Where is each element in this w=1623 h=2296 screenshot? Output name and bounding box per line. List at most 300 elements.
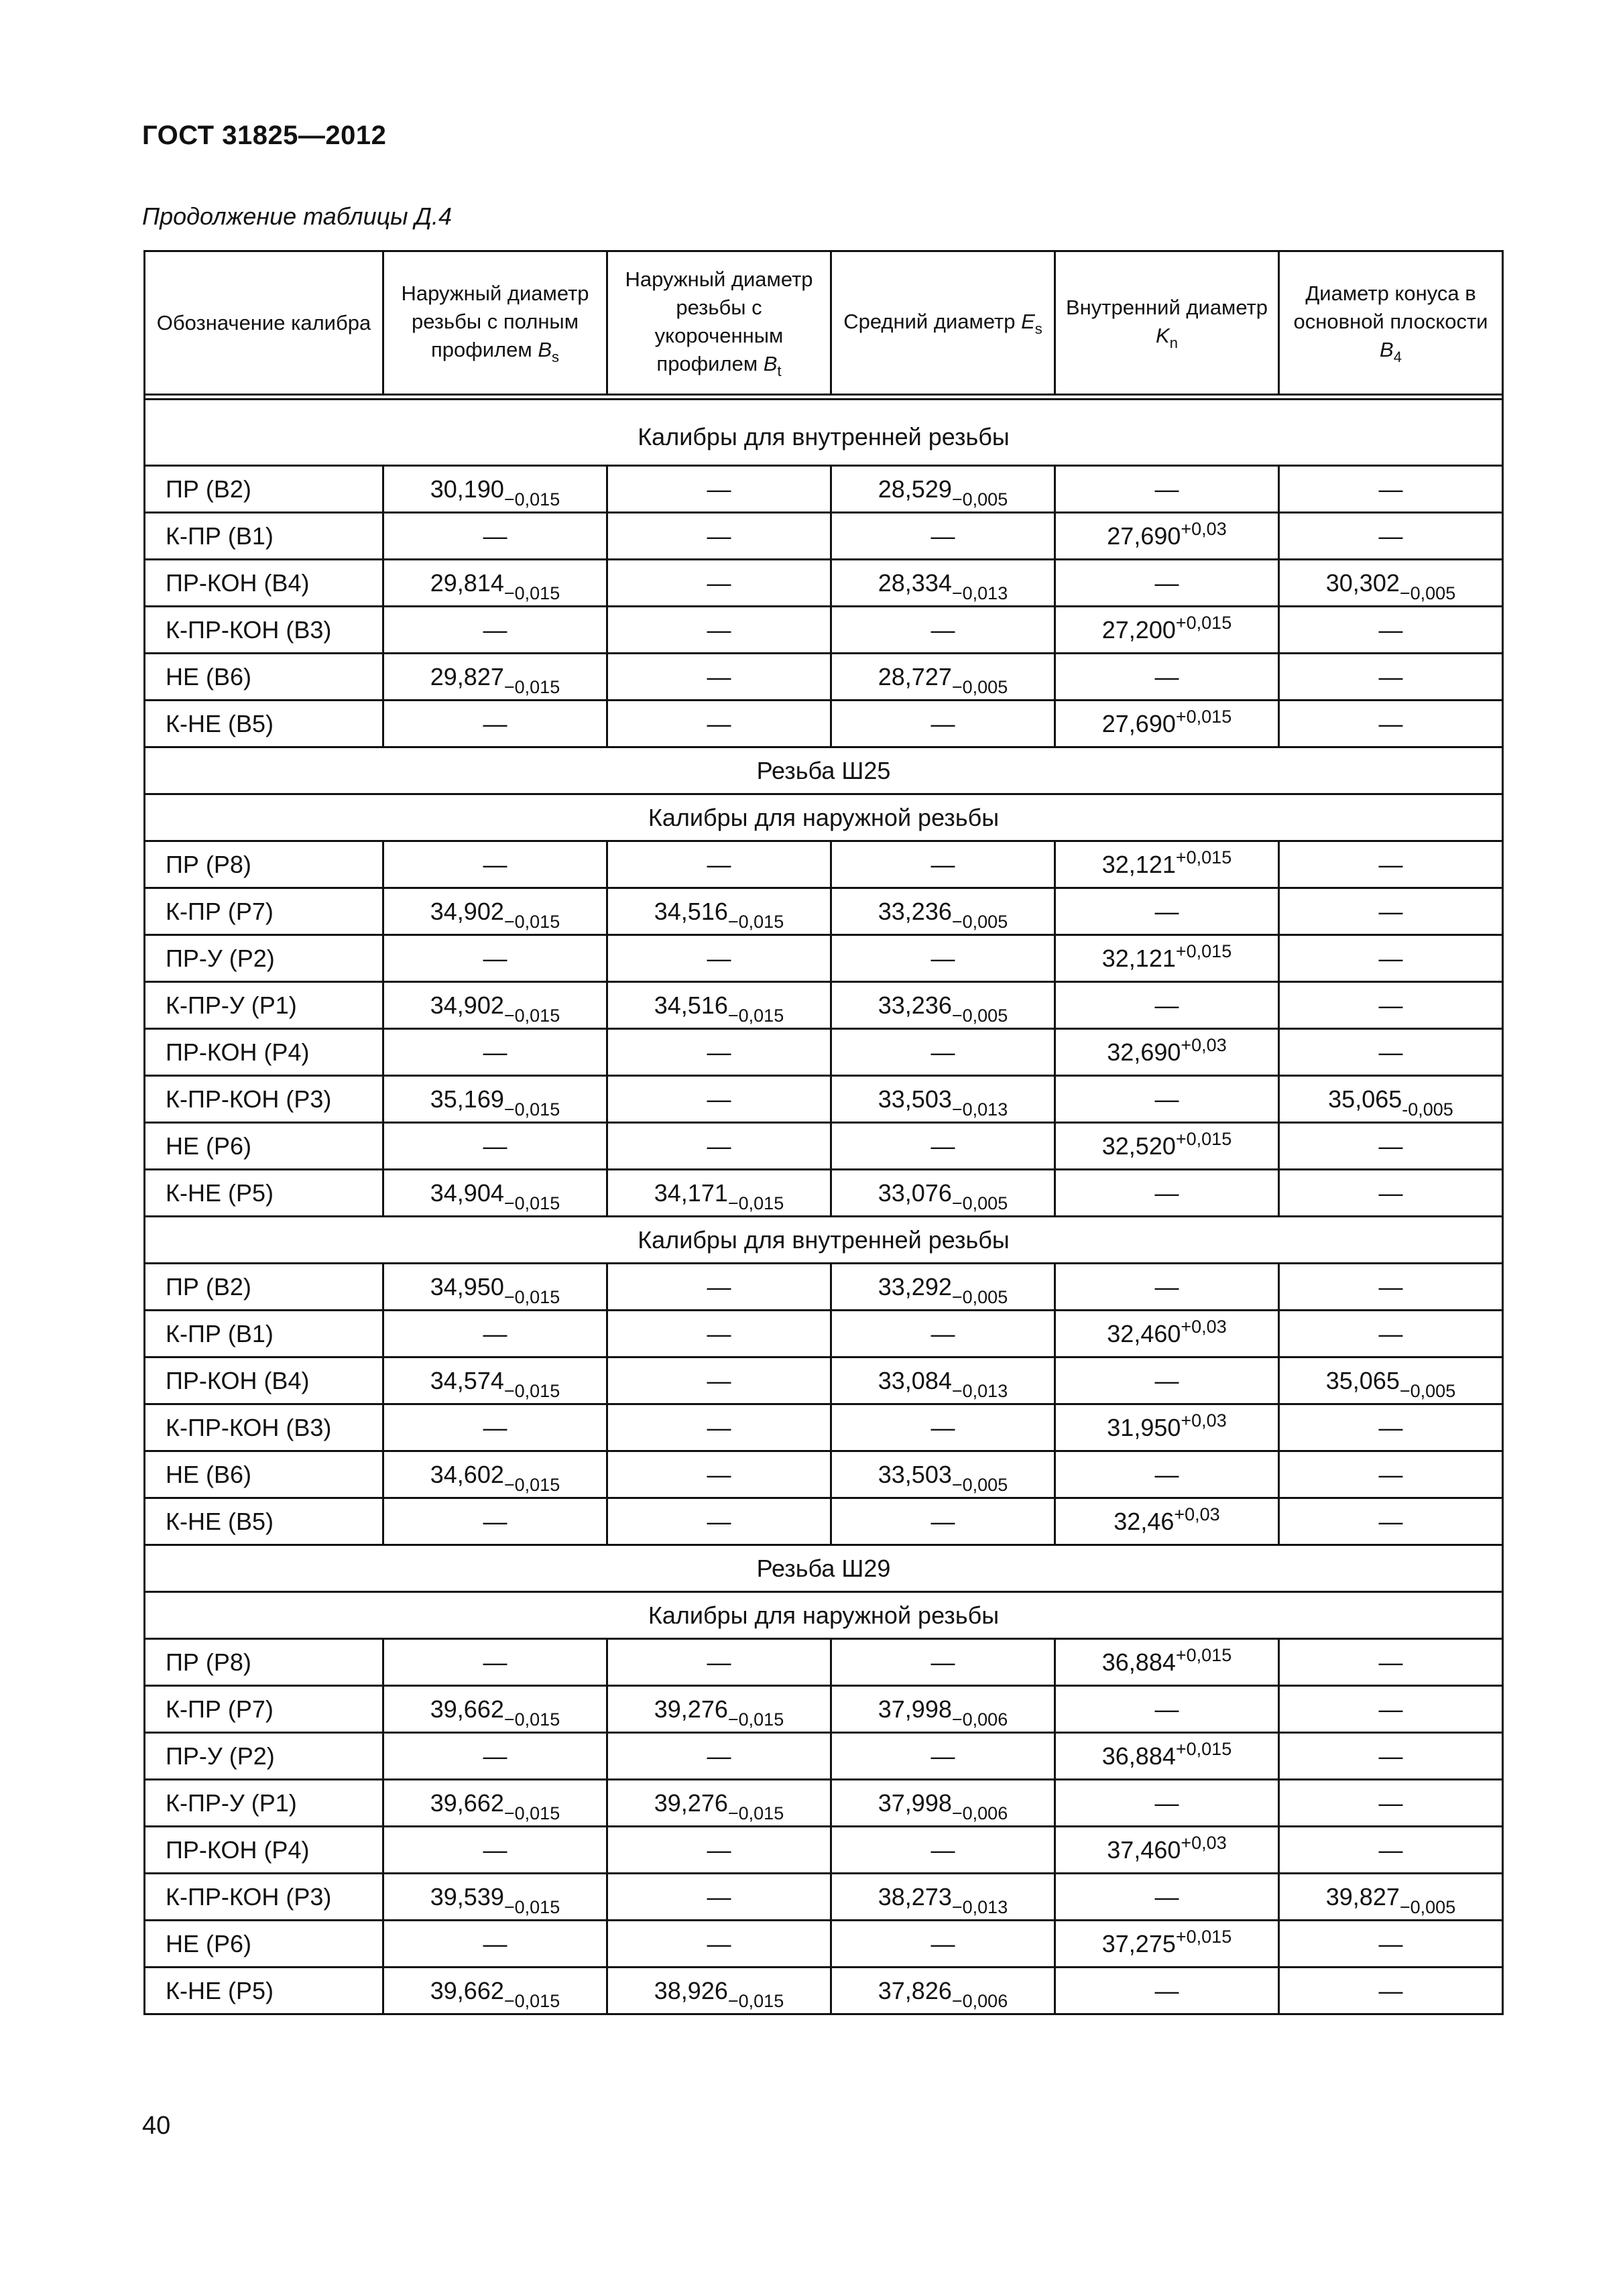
gauge-designation: К-ПР-У (Р1): [145, 982, 383, 1029]
nominal-value: 37,460: [1107, 1835, 1181, 1864]
tolerance: −0,006: [951, 1803, 1008, 1823]
nominal-value: 35,169: [430, 1085, 504, 1113]
group-header-row: [145, 400, 1503, 466]
empty-dash: —: [930, 709, 955, 737]
group-header: Калибры для наружной резьбы: [145, 1592, 1503, 1639]
empty-dash: —: [483, 1413, 507, 1441]
tolerance: −0,006: [951, 1709, 1008, 1730]
nominal-value: 32,460: [1107, 1319, 1181, 1347]
empty-dash: —: [707, 522, 731, 550]
table-row: [145, 1874, 1503, 1921]
tolerance: −0,015: [503, 1380, 560, 1401]
empty-dash: —: [1378, 1179, 1403, 1207]
value-cell: [383, 1874, 607, 1921]
value-cell: [383, 1639, 607, 1686]
nominal-value: 33,503: [878, 1460, 952, 1488]
value-cell: [1055, 935, 1279, 982]
column-header-subscript: 4: [1393, 349, 1402, 365]
empty-dash: —: [1378, 475, 1403, 503]
value-cell: [831, 1357, 1055, 1404]
nominal-value: 32,690: [1107, 1038, 1181, 1066]
empty-dash: —: [1378, 1507, 1403, 1535]
value-cell: [831, 1029, 1055, 1076]
group-header: Резьба Ш29: [145, 1545, 1503, 1592]
empty-dash: —: [483, 1132, 507, 1160]
nominal-value: 27,690: [1107, 522, 1181, 550]
value-cell: [1279, 1451, 1503, 1498]
value-cell: [607, 1639, 831, 1686]
gauge-table: [143, 250, 1504, 2015]
value-cell: [607, 1311, 831, 1357]
value-cell: [607, 982, 831, 1029]
empty-dash: —: [1378, 850, 1403, 878]
value-cell: [607, 1029, 831, 1076]
value-cell: [1055, 1170, 1279, 1217]
value-cell: [607, 1123, 831, 1170]
nominal-value: 30,302: [1325, 568, 1400, 597]
empty-dash: —: [483, 1929, 507, 1957]
empty-dash: —: [1154, 991, 1179, 1019]
table-row: [145, 1733, 1503, 1780]
gauge-designation: К-ПР-КОН (Р3): [145, 1874, 383, 1921]
value-cell: [1279, 1639, 1503, 1686]
value-cell: [1055, 1921, 1279, 1968]
value-cell: [607, 1498, 831, 1545]
column-header-subscript: s: [1034, 320, 1042, 337]
nominal-value: 33,076: [878, 1179, 952, 1207]
value-cell: [831, 1498, 1055, 1545]
tolerance: +0,03: [1181, 1832, 1227, 1853]
tolerance: −0,005: [1399, 583, 1456, 603]
empty-dash: —: [1378, 1976, 1403, 2004]
value-cell: [1279, 1123, 1503, 1170]
nominal-value: 37,998: [878, 1789, 952, 1817]
nominal-value: 33,503: [878, 1085, 952, 1113]
empty-dash: —: [1154, 1695, 1179, 1723]
column-header-subscript: s: [552, 349, 560, 365]
header-row: [145, 251, 1503, 395]
value-cell: [831, 982, 1055, 1029]
empty-dash: —: [1154, 1460, 1179, 1488]
tolerance: −0,015: [503, 1193, 560, 1213]
value-cell: [831, 1686, 1055, 1733]
nominal-value: 34,950: [430, 1272, 504, 1301]
empty-dash: —: [1154, 1882, 1179, 1911]
tolerance: −0,005: [951, 489, 1008, 509]
value-cell: [831, 1170, 1055, 1217]
tolerance: +0,015: [1175, 941, 1232, 961]
empty-dash: —: [930, 944, 955, 972]
nominal-value: 33,292: [878, 1272, 952, 1301]
tolerance: −0,015: [727, 1803, 784, 1823]
empty-dash: —: [1154, 568, 1179, 597]
tolerance: −0,015: [503, 1099, 560, 1120]
column-header: [607, 251, 831, 395]
empty-dash: —: [1378, 1789, 1403, 1817]
empty-dash: —: [707, 1413, 731, 1441]
value-cell: [607, 1076, 831, 1123]
value-cell: [607, 1827, 831, 1874]
column-header-text: Диаметр конуса в основной плоскости: [1293, 282, 1488, 333]
value-cell: [1279, 654, 1503, 701]
table-row: [145, 1451, 1503, 1498]
table-row: [145, 1404, 1503, 1451]
value-cell: [1279, 1686, 1503, 1733]
nominal-value: 27,200: [1101, 615, 1176, 644]
group-header: Калибры для наружной резьбы: [145, 794, 1503, 841]
value-cell: [607, 654, 831, 701]
value-cell: [1055, 841, 1279, 888]
value-cell: [1279, 1733, 1503, 1780]
table-row: [145, 1170, 1503, 1217]
value-cell: [831, 1076, 1055, 1123]
nominal-value: 32,520: [1101, 1132, 1176, 1160]
header-separator: [145, 395, 1503, 400]
gauge-designation: НЕ (Р6): [145, 1123, 383, 1170]
table-row: [145, 1780, 1503, 1827]
value-cell: [831, 1874, 1055, 1921]
nominal-value: 32,46: [1114, 1507, 1175, 1535]
nominal-value: 28,334: [878, 568, 952, 597]
value-cell: [831, 1921, 1055, 1968]
value-cell: [383, 841, 607, 888]
gauge-designation: К-НЕ (Р5): [145, 1968, 383, 2014]
tolerance: −0,015: [727, 1005, 784, 1026]
nominal-value: 39,827: [1325, 1882, 1400, 1911]
value-cell: [1279, 1076, 1503, 1123]
empty-dash: —: [930, 1413, 955, 1441]
tolerance: −0,005: [951, 1005, 1008, 1026]
empty-dash: —: [707, 615, 731, 644]
empty-dash: —: [707, 1742, 731, 1770]
gauge-designation: НЕ (В6): [145, 1451, 383, 1498]
tolerance: −0,015: [727, 1709, 784, 1730]
value-cell: [831, 701, 1055, 747]
group-header-row: [145, 1545, 1503, 1592]
value-cell: [1279, 982, 1503, 1029]
nominal-value: 39,662: [430, 1789, 504, 1817]
nominal-value: 33,236: [878, 991, 952, 1019]
tolerance: +0,03: [1181, 1316, 1227, 1337]
tolerance: −0,013: [951, 1896, 1008, 1917]
table-row: [145, 560, 1503, 607]
empty-dash: —: [1378, 1742, 1403, 1770]
tolerance: −0,013: [951, 583, 1008, 603]
tolerance: −0,015: [503, 1005, 560, 1026]
empty-dash: —: [1378, 1038, 1403, 1066]
column-header-text: Наружный диаметр резьбы с полным профилем: [401, 282, 589, 361]
empty-dash: —: [1378, 1460, 1403, 1488]
value-cell: [831, 607, 1055, 654]
value-cell: [607, 1264, 831, 1311]
empty-dash: —: [707, 1366, 731, 1394]
value-cell: [1055, 654, 1279, 701]
empty-dash: —: [1154, 897, 1179, 925]
nominal-value: 37,998: [878, 1695, 952, 1723]
gauge-designation: К-ПР (В1): [145, 1311, 383, 1357]
gauge-designation: К-НЕ (Р5): [145, 1170, 383, 1217]
column-header: [145, 251, 383, 395]
gauge-designation: НЕ (Р6): [145, 1921, 383, 1968]
column-header: [1055, 251, 1279, 395]
value-cell: [1279, 1921, 1503, 1968]
value-cell: [1279, 1264, 1503, 1311]
column-header-subscript: t: [777, 363, 782, 379]
empty-dash: —: [707, 1272, 731, 1301]
empty-dash: —: [483, 1507, 507, 1535]
empty-dash: —: [707, 1648, 731, 1676]
value-cell: [607, 1404, 831, 1451]
table-row: [145, 982, 1503, 1029]
empty-dash: —: [930, 522, 955, 550]
gauge-designation: ПР (В2): [145, 1264, 383, 1311]
column-header-symbol: B: [1380, 338, 1394, 361]
tolerance: −0,015: [503, 1286, 560, 1307]
tolerance: −0,015: [503, 676, 560, 697]
value-cell: [383, 1076, 607, 1123]
nominal-value: 35,065: [1325, 1366, 1400, 1394]
value-cell: [831, 1827, 1055, 1874]
empty-dash: —: [707, 1085, 731, 1113]
table-row: [145, 1968, 1503, 2014]
value-cell: [383, 1827, 607, 1874]
empty-dash: —: [707, 1929, 731, 1957]
tolerance: −0,005: [1399, 1380, 1456, 1401]
empty-dash: —: [1154, 662, 1179, 690]
value-cell: [607, 1921, 831, 1968]
value-cell: [1279, 1311, 1503, 1357]
column-header: [383, 251, 607, 395]
value-cell: [1055, 466, 1279, 513]
value-cell: [1279, 1827, 1503, 1874]
nominal-value: 32,121: [1101, 850, 1176, 878]
tolerance: -0,005: [1402, 1099, 1453, 1120]
tolerance: −0,015: [727, 1990, 784, 2011]
nominal-value: 31,950: [1107, 1413, 1181, 1441]
value-cell: [1279, 841, 1503, 888]
value-cell: [1279, 701, 1503, 747]
value-cell: [1055, 1123, 1279, 1170]
value-cell: [383, 1780, 607, 1827]
value-cell: [607, 1451, 831, 1498]
empty-dash: —: [483, 1835, 507, 1864]
tolerance: +0,03: [1174, 1504, 1220, 1524]
value-cell: [1055, 513, 1279, 560]
tolerance: −0,005: [951, 1474, 1008, 1495]
table-caption: Продолжение таблицы Д.4: [142, 202, 453, 230]
value-cell: [607, 935, 831, 982]
value-cell: [1055, 607, 1279, 654]
gauge-designation: К-ПР-КОН (В3): [145, 607, 383, 654]
nominal-value: 34,902: [430, 897, 504, 925]
document-code: ГОСТ 31825—2012: [142, 121, 387, 150]
group-header: Калибры для внутренней резьбы: [145, 1217, 1503, 1264]
table-row: [145, 513, 1503, 560]
value-cell: [1055, 1311, 1279, 1357]
tolerance: +0,015: [1175, 1128, 1232, 1149]
column-header: [1279, 251, 1503, 395]
empty-dash: —: [930, 1038, 955, 1066]
value-cell: [1055, 1639, 1279, 1686]
value-cell: [383, 1123, 607, 1170]
value-cell: [383, 701, 607, 747]
empty-dash: —: [483, 709, 507, 737]
empty-dash: —: [930, 1319, 955, 1347]
tolerance: +0,015: [1175, 612, 1232, 633]
nominal-value: 34,574: [430, 1366, 504, 1394]
gauge-designation: ПР (Р8): [145, 1639, 383, 1686]
empty-dash: —: [707, 709, 731, 737]
column-header-symbol: B: [538, 338, 552, 361]
table-row: [145, 841, 1503, 888]
empty-dash: —: [930, 1835, 955, 1864]
tolerance: +0,03: [1181, 1410, 1227, 1431]
empty-dash: —: [1154, 1085, 1179, 1113]
nominal-value: 34,602: [430, 1460, 504, 1488]
table-row: [145, 607, 1503, 654]
nominal-value: 33,084: [878, 1366, 952, 1394]
nominal-value: 29,814: [430, 568, 504, 597]
value-cell: [383, 1311, 607, 1357]
nominal-value: 27,690: [1101, 709, 1176, 737]
tolerance: −0,015: [503, 583, 560, 603]
empty-dash: —: [483, 1319, 507, 1347]
value-cell: [1055, 1874, 1279, 1921]
value-cell: [1055, 1498, 1279, 1545]
tolerance: −0,015: [503, 1990, 560, 2011]
value-cell: [831, 513, 1055, 560]
value-cell: [607, 1686, 831, 1733]
value-cell: [1055, 1686, 1279, 1733]
value-cell: [831, 935, 1055, 982]
gauge-designation: НЕ (В6): [145, 654, 383, 701]
empty-dash: —: [930, 1742, 955, 1770]
value-cell: [1279, 1170, 1503, 1217]
value-cell: [831, 1968, 1055, 2014]
value-cell: [831, 1404, 1055, 1451]
group-header-row: [145, 1217, 1503, 1264]
nominal-value: 34,516: [654, 897, 728, 925]
empty-dash: —: [707, 850, 731, 878]
tolerance: −0,005: [951, 1193, 1008, 1213]
empty-dash: —: [1378, 991, 1403, 1019]
value-cell: [607, 1968, 831, 2014]
empty-dash: —: [707, 1319, 731, 1347]
value-cell: [1055, 1968, 1279, 2014]
gauge-designation: К-ПР (Р7): [145, 888, 383, 935]
empty-dash: —: [483, 1038, 507, 1066]
value-cell: [1055, 1076, 1279, 1123]
value-cell: [607, 513, 831, 560]
empty-dash: —: [707, 1132, 731, 1160]
column-header-text: Наружный диаметр резьбы с укороченным профилем: [625, 267, 813, 375]
value-cell: [1055, 1357, 1279, 1404]
empty-dash: —: [707, 1835, 731, 1864]
gauge-designation: К-ПР-КОН (Р3): [145, 1076, 383, 1123]
empty-dash: —: [483, 1742, 507, 1770]
nominal-value: 36,884: [1101, 1648, 1176, 1676]
value-cell: [831, 1733, 1055, 1780]
table-row: [145, 1076, 1503, 1123]
value-cell: [1055, 1404, 1279, 1451]
column-header-subscript: n: [1169, 335, 1178, 351]
value-cell: [1055, 1733, 1279, 1780]
empty-dash: —: [1378, 1413, 1403, 1441]
value-cell: [383, 513, 607, 560]
nominal-value: 37,826: [878, 1976, 952, 2004]
empty-dash: —: [1378, 1319, 1403, 1347]
gauge-designation: ПР-У (Р2): [145, 935, 383, 982]
value-cell: [607, 888, 831, 935]
column-header-symbol: B: [763, 352, 778, 375]
gauge-designation: ПР (В2): [145, 466, 383, 513]
value-cell: [607, 1357, 831, 1404]
table-row: [145, 1123, 1503, 1170]
empty-dash: —: [930, 1507, 955, 1535]
gauge-designation: К-ПР-КОН (В3): [145, 1404, 383, 1451]
empty-dash: —: [1378, 1132, 1403, 1160]
value-cell: [1055, 1827, 1279, 1874]
empty-dash: —: [930, 1648, 955, 1676]
value-cell: [831, 1780, 1055, 1827]
value-cell: [831, 466, 1055, 513]
value-cell: [1279, 1780, 1503, 1827]
gauge-designation: К-ПР-У (Р1): [145, 1780, 383, 1827]
nominal-value: 29,827: [430, 662, 504, 690]
gauge-designation: ПР (Р8): [145, 841, 383, 888]
tolerance: −0,015: [503, 1803, 560, 1823]
empty-dash: —: [1154, 1976, 1179, 2004]
table-row: [145, 1498, 1503, 1545]
value-cell: [831, 888, 1055, 935]
empty-dash: —: [930, 615, 955, 644]
empty-dash: —: [1378, 1648, 1403, 1676]
value-cell: [383, 1686, 607, 1733]
value-cell: [1279, 1968, 1503, 2014]
empty-dash: —: [1154, 1272, 1179, 1301]
nominal-value: 36,884: [1101, 1742, 1176, 1770]
group-header: Резьба Ш25: [145, 747, 1503, 794]
empty-dash: —: [707, 1460, 731, 1488]
header-separator-cell: [145, 395, 1503, 400]
value-cell: [607, 560, 831, 607]
value-cell: [383, 1264, 607, 1311]
value-cell: [383, 1170, 607, 1217]
value-cell: [1279, 935, 1503, 982]
column-header: [831, 251, 1055, 395]
value-cell: [607, 841, 831, 888]
tolerance: −0,015: [503, 1709, 560, 1730]
table-row: [145, 1827, 1503, 1874]
column-header-text: Внутренний диаметр: [1065, 296, 1268, 319]
empty-dash: —: [1154, 1789, 1179, 1817]
empty-dash: —: [1378, 615, 1403, 644]
tolerance: +0,03: [1181, 518, 1227, 539]
tolerance: +0,015: [1175, 847, 1232, 867]
nominal-value: 34,902: [430, 991, 504, 1019]
value-cell: [831, 1451, 1055, 1498]
empty-dash: —: [1154, 1366, 1179, 1394]
value-cell: [383, 888, 607, 935]
tolerance: −0,013: [951, 1380, 1008, 1401]
column-header-symbol: K: [1156, 324, 1170, 347]
empty-dash: —: [1378, 709, 1403, 737]
page-number: 40: [142, 2112, 171, 2140]
empty-dash: —: [707, 1038, 731, 1066]
value-cell: [1055, 1264, 1279, 1311]
empty-dash: —: [1378, 1695, 1403, 1723]
empty-dash: —: [1378, 1929, 1403, 1957]
